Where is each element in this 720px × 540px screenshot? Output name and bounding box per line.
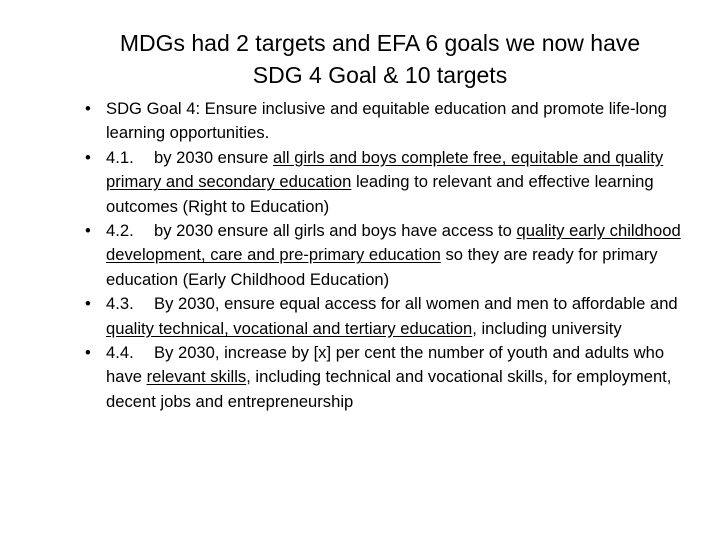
bullet-list xyxy=(80,97,692,414)
slide-title-line-1: MDGs had 2 targets and EFA 6 goals we now have xyxy=(119,30,641,56)
bullet-target-4-4 xyxy=(80,341,692,414)
bullet-target-4-1 xyxy=(80,146,692,219)
target-number: 4.4. xyxy=(106,343,134,363)
target-number: 4.2. xyxy=(106,221,134,241)
bullet-target-4-2 xyxy=(80,219,692,292)
target-text: , including technical and vocational skills, for employment, decent jobs and entrepreneurship xyxy=(106,367,672,411)
bullet-goal-4-text: SDG Goal 4: Ensure inclusive and equitable education and promote life-long learning opportunities. xyxy=(106,99,667,143)
target-text: leading to relevant and effective learning outcomes (Right to Education) xyxy=(106,172,654,216)
target-emphasis: all girls and boys complete free, equitable and quality primary and secondary education xyxy=(106,147,664,192)
target-text: by 2030 ensure all girls and boys have access to xyxy=(154,221,517,241)
target-emphasis: quality early childhood development, care and pre-primary education xyxy=(106,221,681,265)
target-emphasis: quality technical, vocational and tertiary education xyxy=(106,318,473,338)
bullet-target-4-3 xyxy=(80,292,692,341)
target-text: By 2030, increase by [x] per cent the number of youth and adults who have xyxy=(106,343,665,387)
target-text: by 2030 ensure xyxy=(154,147,274,167)
target-text: By 2030, ensure equal access for all women and men to affordable and xyxy=(154,294,678,314)
slide-title xyxy=(60,27,700,91)
target-text: so they are ready for primary education (Early Childhood Education) xyxy=(106,245,658,289)
slide-title-line-2: SDG 4 Goal & 10 targets xyxy=(252,62,508,88)
bullet-goal-4 xyxy=(80,97,692,146)
target-text: , including university xyxy=(472,318,622,338)
target-number: 4.3. xyxy=(106,294,134,314)
target-number: 4.1. xyxy=(106,147,134,167)
target-emphasis: relevant skills xyxy=(146,367,247,387)
